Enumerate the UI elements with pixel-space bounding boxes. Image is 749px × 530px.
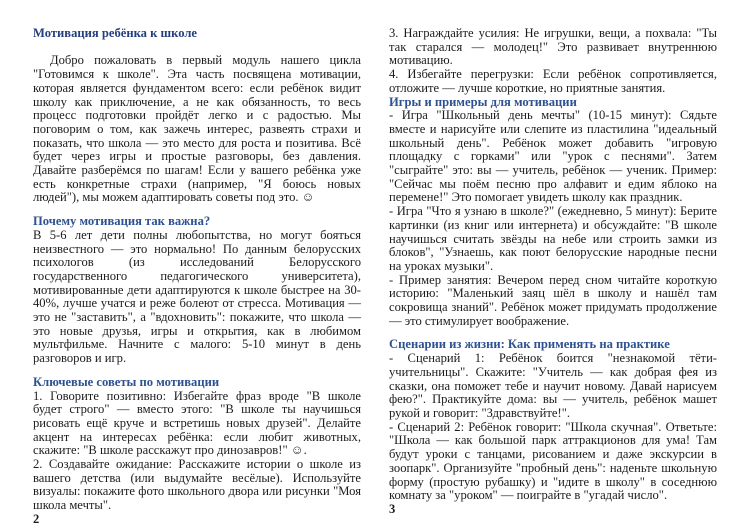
page-right xyxy=(389,27,717,517)
paragraph: 2. Создавайте ожидание: Расскажите истории о школе из вашего детства (или выдумайте весёлые). Используйте визуалы: покажите фото школьного двора или рисунки "Моя школа мечты". xyxy=(33,457,361,513)
paragraph: - Пример занятия: Вечером перед сном читайте короткую историю: "Маленький заяц шёл в школу и нашёл там сокровища знаний". Ребёнок может придумать продолжение — это стимулирует воображение. xyxy=(389,272,717,328)
paragraph: 4. Избегайте перегрузки: Если ребёнок сопротивляется, отложите — лучше короткие, но приятные занятия. xyxy=(389,67,717,95)
section-heading: Сценарии из жизни: Как применять на практике xyxy=(389,337,670,352)
page-number-left: 2 xyxy=(33,511,40,526)
section-heading: Игры и примеры для мотивации xyxy=(389,94,577,109)
paragraph: - Игра "Что я узнаю в школе?" (ежедневно, 5 минут): Берите картинки (из книг или интернета) и обсуждайте: "В школе научишься считать звёзды на небе или строить замки из блоков", "Узнаешь, как поют белорусские народные песни на уроках музыки". xyxy=(389,204,717,273)
page-left xyxy=(33,27,361,527)
page-title: Мотивация ребёнка к школе xyxy=(33,26,198,40)
paragraph: Добро пожаловать в первый модуль нашего цикла "Готовимся к школе". Эта часть посвящена мотивации, которая является фундаментом всего: если ребёнок видит школу как приключение, а не как обязанность, то весь процесс подготовки пройдёт легко и с радостью. Мы поговорим о том, как зажечь интерес, развеять страхи и показать, что школа — это место для роста и позитива. Всё будет через игры и простые разговоры, без давления. Давайте разберёмся по шагам! Если у вашего ребёнка уже есть конкретные страхи (например, "Я боюсь новых людей"), мы можем адаптировать советы под это. ☺ xyxy=(33,53,361,205)
paragraph: 3. Награждайте усилия: Не игрушки, вещи, а похвала: "Ты так старался — молодец!" Это развивает внутреннюю мотивацию. xyxy=(389,26,717,68)
paragraph: 1. Говорите позитивно: Избегайте фраз вроде "В школе будет строго" — вместо этого: "В школе ты научишься рисовать ещё круче и встретишь новых друзей". Делайте акцент на интересах ребёнка: если любит животных, скажите: "В школе расскажут про динозавров!" ☺. xyxy=(33,388,361,458)
section-heading: Почему мотивация так важна? xyxy=(33,214,211,229)
paragraph: В 5-6 лет дети полны любопытства, но могут бояться неизвестного — это нормально! По данным белорусских психологов (из исследований Белорусского государственного педагогического университета), мотивированные дети адаптируются к школе быстрее на 30-40%, лучше учатся и реже болеют от стресса. Мотивация — это не "заставить", а "вдохновить": покажите, что школа — это новые друзья, игры и открытия, как в любимом мультфильме. Начните с малого: 5-10 минут в день разговоров и игр. xyxy=(33,227,361,366)
section-heading: Ключевые советы по мотивации xyxy=(33,374,220,389)
spacer xyxy=(33,41,361,55)
paragraph: - Сценарий 1: Ребёнок боится "незнакомой тёти-учительницы". Скажите: "Учитель — как добрая фея из сказки, она поможет тебе и научит новому. Давай нарисуем фею?". Практикуйте дома: вы — учитель, ребёнок машет рукой и говорит: "Здравствуйте!". xyxy=(389,351,717,420)
paragraph: - Игра "Школьный день мечты" (10-15 минут): Сядьте вместе и нарисуйте или слепите из пластилина "идеальный школьный день". Ребёнок может добавить "игровую площадку с горками" или "урок с песнями". Затем "сыграйте" это: вы — учитель, ребёнок — ученик. Пример: "Сейчас мы поём песню про алфавит и едим яблоко на перемене!" Это помогает увидеть школу как праздник. xyxy=(389,108,717,205)
paragraph: - Сценарий 2: Ребёнок говорит: "Школа скучная". Ответьте: "Школа — как большой парк аттракционов для ума! Там будут уроки с танцами, рисованием и даже экскурсии в зоопарк". Организуйте "пробный день": наденьте школьную форму (простую рубашку) и "идите в школу" в соседнюю комнату за "уроком" — поиграйте в "угадай число". xyxy=(389,419,717,503)
page-number-right: 3 xyxy=(389,501,396,516)
